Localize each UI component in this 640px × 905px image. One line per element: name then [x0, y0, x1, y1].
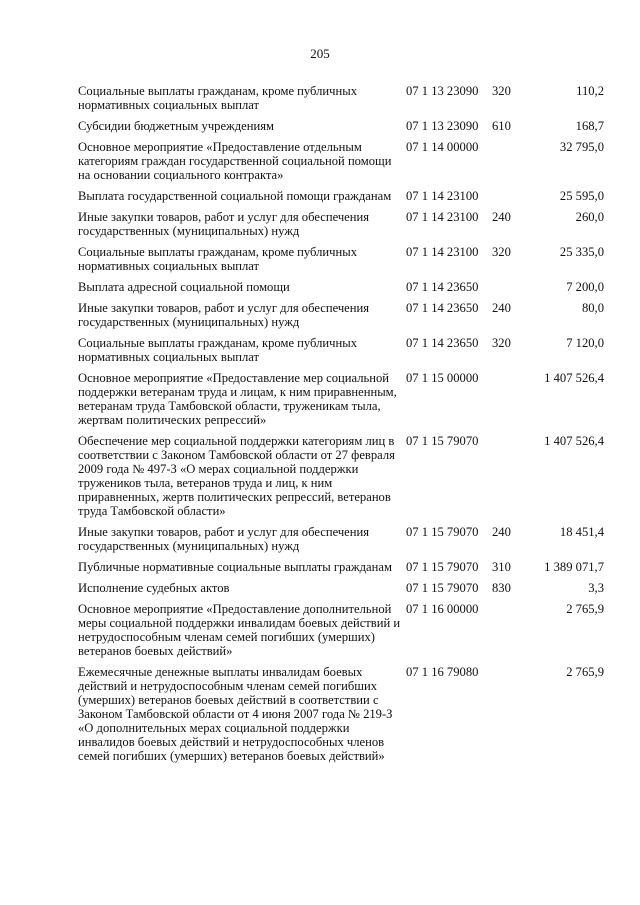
- row-code: 07 1 14 00000: [406, 140, 479, 154]
- table-row: [78, 140, 604, 189]
- row-expense-type: 240: [492, 210, 511, 224]
- row-name: Основное мероприятие «Предоставление отдельным категориям граждан государственной социальной помощи на основании социального контракта»: [78, 140, 392, 182]
- table-row: [78, 301, 604, 336]
- table-row: [78, 84, 604, 119]
- row-amount: 3,3: [588, 581, 604, 595]
- row-name: Социальные выплаты гражданам, кроме публичных нормативных социальных выплат: [78, 336, 357, 364]
- row-expense-type: [492, 602, 532, 665]
- row-amount: 7 120,0: [566, 336, 604, 350]
- table-row: [78, 189, 604, 210]
- budget-table: [78, 84, 604, 770]
- row-code: 07 1 14 23100: [406, 245, 479, 259]
- row-code: 07 1 15 00000: [406, 371, 479, 385]
- row-expense-type: 310: [492, 560, 511, 574]
- row-code: 07 1 14 23100: [406, 189, 479, 203]
- table-row: [78, 581, 604, 602]
- row-name: Основное мероприятие «Предоставление мер социальной поддержки ветеранам труда и лицам, к ним приравненным, ветеранам труда Тамбовской области, труженикам тыла, жертвам политических репрессий»: [78, 371, 397, 427]
- row-expense-type: 610: [492, 119, 511, 133]
- row-code: 07 1 16 00000: [406, 602, 479, 616]
- row-code: 07 1 15 79070: [406, 525, 479, 539]
- row-name: Иные закупки товаров, работ и услуг для обеспечения государственных (муниципальных) нужд: [78, 301, 370, 329]
- row-name: Субсидии бюджетным учреждениям: [78, 119, 274, 133]
- row-amount: 260,0: [575, 210, 604, 224]
- row-amount: 7 200,0: [566, 280, 604, 294]
- table-row: [78, 336, 604, 371]
- row-expense-type: 320: [492, 245, 511, 259]
- row-expense-type: [492, 371, 532, 434]
- row-amount: 2 765,9: [566, 665, 604, 679]
- row-expense-type: [492, 140, 532, 189]
- row-code: 07 1 15 79070: [406, 434, 479, 448]
- row-expense-type: 830: [492, 581, 511, 595]
- row-code: 07 1 13 23090: [406, 119, 479, 133]
- table-row: [78, 525, 604, 560]
- row-code: 07 1 14 23650: [406, 280, 479, 294]
- row-name: Социальные выплаты гражданам, кроме публичных нормативных социальных выплат: [78, 84, 357, 112]
- row-expense-type: 240: [492, 525, 511, 539]
- row-name: Основное мероприятие «Предоставление дополнительной меры социальной поддержки инвалидам боевых действий и нетрудоспособным членам семей погибших (умерших) ветеранов боевых действий»: [78, 602, 401, 658]
- table-row: [78, 245, 604, 280]
- table-row: [78, 434, 604, 525]
- table-row: [78, 602, 604, 665]
- row-expense-type: [492, 280, 532, 301]
- row-name: Выплата адресной социальной помощи: [78, 280, 290, 294]
- row-name: Иные закупки товаров, работ и услуг для обеспечения государственных (муниципальных) нужд: [78, 525, 370, 553]
- table-row: [78, 665, 604, 770]
- row-amount: 18 451,4: [559, 525, 604, 539]
- row-name: Ежемесячные денежные выплаты инвалидам боевых действий и нетрудоспособным членам семей погибших (умерших) ветеранов боевых действий в соответствии с Законом Тамбовской области от 4 июня 2007 года № 219-З «О дополнительных мерах социальной поддержки инвалидов боевых действий и нетрудоспособных членов семей погибших (умерших) ветеранов боевых действий»: [78, 665, 393, 763]
- row-code: 07 1 13 23090: [406, 84, 479, 98]
- page-number: 205: [310, 46, 330, 61]
- row-amount: 80,0: [581, 301, 604, 315]
- table-row: [78, 371, 604, 434]
- row-amount: 32 795,0: [559, 140, 604, 154]
- row-expense-type: [492, 434, 532, 525]
- row-name: Обеспечение мер социальной поддержки категориям лиц в соответствии с Законом Тамбовской области от 27 февраля 2009 года № 497-З «О мерах социальной поддержки тружеников тыла, ветеранов труда и лиц, к ним приравненных, жертв политических репрессий, ветеранов труда Тамбовской области»: [78, 434, 395, 518]
- row-amount: 25 335,0: [559, 245, 604, 259]
- table-row: [78, 119, 604, 140]
- row-amount: 1 389 071,7: [544, 560, 604, 574]
- table-row: [78, 280, 604, 301]
- row-name: Выплата государственной социальной помощи гражданам: [78, 189, 392, 203]
- row-expense-type: 320: [492, 336, 511, 350]
- row-name: Исполнение судебных актов: [78, 581, 230, 595]
- row-expense-type: 320: [492, 84, 511, 98]
- row-name: Иные закупки товаров, работ и услуг для обеспечения государственных (муниципальных) нужд: [78, 210, 370, 238]
- row-code: 07 1 14 23650: [406, 301, 479, 315]
- row-name: Социальные выплаты гражданам, кроме публичных нормативных социальных выплат: [78, 245, 357, 273]
- row-expense-type: [492, 665, 532, 770]
- row-amount: 1 407 526,4: [544, 434, 604, 448]
- row-code: 07 1 14 23100: [406, 210, 479, 224]
- row-amount: 2 765,9: [566, 602, 604, 616]
- row-expense-type: 240: [492, 301, 511, 315]
- row-name: Публичные нормативные социальные выплаты гражданам: [78, 560, 392, 574]
- row-amount: 110,2: [576, 84, 604, 98]
- row-expense-type: [492, 189, 532, 210]
- row-amount: 168,7: [575, 119, 604, 133]
- row-amount: 1 407 526,4: [544, 371, 604, 385]
- row-code: 07 1 15 79070: [406, 560, 479, 574]
- row-amount: 25 595,0: [559, 189, 604, 203]
- table-row: [78, 560, 604, 581]
- table-row: [78, 210, 604, 245]
- budget-table-body: [78, 84, 604, 770]
- row-code: 07 1 16 79080: [406, 665, 479, 679]
- row-code: 07 1 15 79070: [406, 581, 479, 595]
- row-code: 07 1 14 23650: [406, 336, 479, 350]
